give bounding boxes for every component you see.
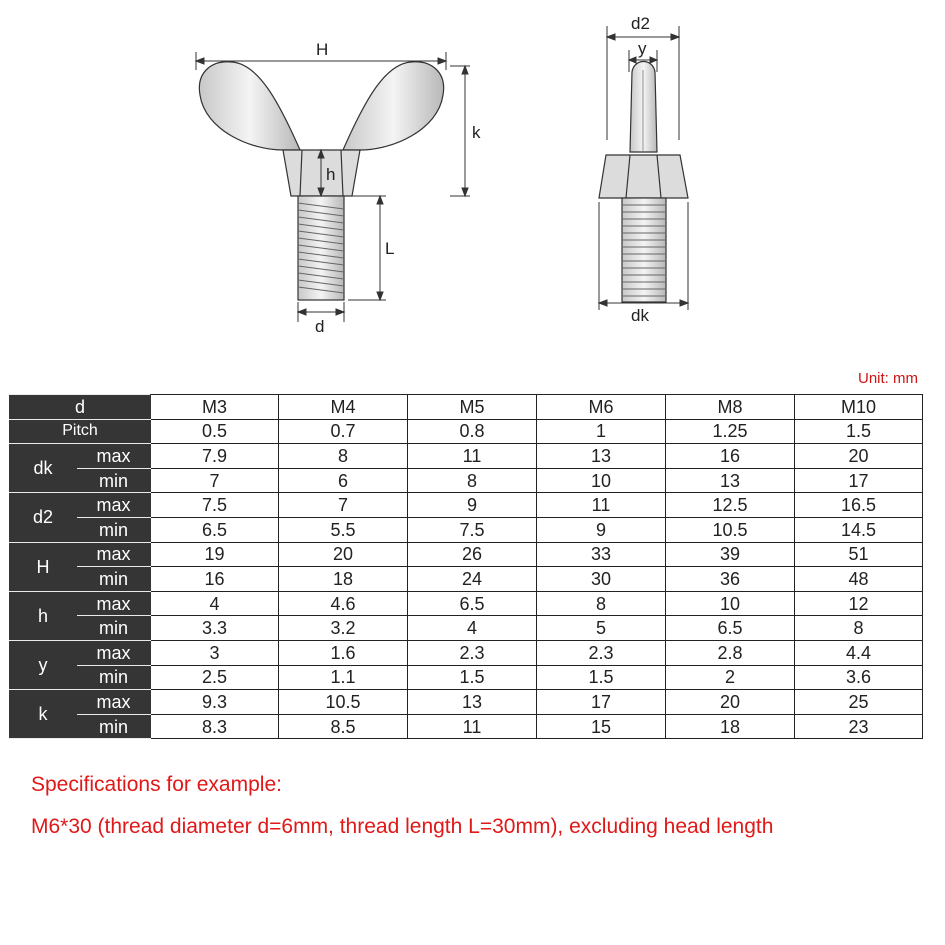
size-cell: M10 [795, 395, 923, 420]
row-label-cell: max [77, 493, 151, 518]
pitch-value-cell: 0.7 [279, 419, 408, 444]
value-cell: 8.5 [279, 714, 408, 739]
example-text: M6*30 (thread diameter d=6mm, thread length L=30mm), excluding head length [31, 815, 774, 838]
value-cell: 51 [795, 542, 923, 567]
value-cell: 4 [151, 591, 279, 616]
table-row [10, 690, 923, 715]
value-cell: 11 [537, 493, 666, 518]
value-cell: 4 [408, 616, 537, 641]
value-cell: 14.5 [795, 517, 923, 542]
value-cell: 48 [795, 567, 923, 592]
value-cell: 3 [151, 640, 279, 665]
value-cell: 4.4 [795, 640, 923, 665]
value-cell: 1.1 [279, 665, 408, 690]
size-cell: M8 [666, 395, 795, 420]
value-cell: 7.5 [151, 493, 279, 518]
example-heading: Specifications for example: [31, 773, 282, 796]
value-cell: 16 [151, 567, 279, 592]
value-cell: 20 [666, 690, 795, 715]
label-L: L [385, 239, 395, 258]
table-row [10, 542, 923, 567]
value-cell: 10 [537, 468, 666, 493]
value-cell: 25 [795, 690, 923, 715]
table-row [10, 444, 923, 469]
value-cell: 8 [408, 468, 537, 493]
size-cell: M5 [408, 395, 537, 420]
value-cell: 2.8 [666, 640, 795, 665]
pitch-value-cell: 1 [537, 419, 666, 444]
pitch-label-cell: Pitch [10, 419, 151, 444]
value-cell: 13 [537, 444, 666, 469]
value-cell: 20 [795, 444, 923, 469]
value-cell: 9 [408, 493, 537, 518]
value-cell: 16 [666, 444, 795, 469]
value-cell: 17 [795, 468, 923, 493]
value-cell: 23 [795, 714, 923, 739]
pitch-row [10, 419, 923, 444]
value-cell: 8 [795, 616, 923, 641]
table-row [10, 616, 923, 641]
table-row [10, 640, 923, 665]
pitch-value-cell: 1.5 [795, 419, 923, 444]
pitch-value-cell: 0.8 [408, 419, 537, 444]
value-cell: 30 [537, 567, 666, 592]
value-cell: 13 [666, 468, 795, 493]
value-cell: 10.5 [666, 517, 795, 542]
value-cell: 12.5 [666, 493, 795, 518]
unit-note: Unit: mm [858, 370, 918, 387]
table-row [10, 517, 923, 542]
size-cell: M3 [151, 395, 279, 420]
value-cell: 26 [408, 542, 537, 567]
value-cell: 7.5 [408, 517, 537, 542]
value-cell: 39 [666, 542, 795, 567]
value-cell: 5 [537, 616, 666, 641]
row-label-cell: max [77, 640, 151, 665]
value-cell: 2.3 [537, 640, 666, 665]
label-d: d [315, 317, 325, 336]
value-cell: 4.6 [279, 591, 408, 616]
row-label-cell: min [77, 517, 151, 542]
value-cell: 1.6 [279, 640, 408, 665]
row-label-cell: min [77, 468, 151, 493]
value-cell: 6.5 [408, 591, 537, 616]
value-cell: 11 [408, 444, 537, 469]
value-cell: 1.5 [408, 665, 537, 690]
row-label-cell: max [77, 690, 151, 715]
value-cell: 16.5 [795, 493, 923, 518]
value-cell: 2 [666, 665, 795, 690]
value-cell: 3.3 [151, 616, 279, 641]
value-cell: 15 [537, 714, 666, 739]
value-cell: 9 [537, 517, 666, 542]
value-cell: 3.2 [279, 616, 408, 641]
value-cell: 7.9 [151, 444, 279, 469]
value-cell: 12 [795, 591, 923, 616]
value-cell: 6 [279, 468, 408, 493]
value-cell: 8 [537, 591, 666, 616]
value-cell: 33 [537, 542, 666, 567]
value-cell: 19 [151, 542, 279, 567]
group-label-cell: d2 [10, 493, 77, 542]
spec-table [9, 394, 923, 739]
wing-screw-drawing [0, 0, 945, 360]
value-cell: 13 [408, 690, 537, 715]
value-cell: 8 [279, 444, 408, 469]
value-cell: 5.5 [279, 517, 408, 542]
value-cell: 10.5 [279, 690, 408, 715]
value-cell: 7 [151, 468, 279, 493]
group-label-cell: k [10, 690, 77, 739]
value-cell: 9.3 [151, 690, 279, 715]
header-row [10, 395, 923, 420]
group-label-cell: H [10, 542, 77, 591]
value-cell: 6.5 [666, 616, 795, 641]
value-cell: 6.5 [151, 517, 279, 542]
value-cell: 1.5 [537, 665, 666, 690]
group-label-cell: dk [10, 444, 77, 493]
value-cell: 2.3 [408, 640, 537, 665]
header-d-cell: d [10, 395, 151, 420]
value-cell: 11 [408, 714, 537, 739]
label-k: k [472, 123, 481, 142]
value-cell: 20 [279, 542, 408, 567]
value-cell: 24 [408, 567, 537, 592]
label-h: h [326, 165, 336, 184]
row-label-cell: max [77, 542, 151, 567]
value-cell: 3.6 [795, 665, 923, 690]
group-label-cell: h [10, 591, 77, 640]
value-cell: 36 [666, 567, 795, 592]
row-label-cell: min [77, 567, 151, 592]
value-cell: 8.3 [151, 714, 279, 739]
label-dk: dk [631, 306, 649, 325]
table-row [10, 567, 923, 592]
label-y: y [638, 39, 647, 58]
value-cell: 7 [279, 493, 408, 518]
table-row [10, 493, 923, 518]
label-d2: d2 [631, 14, 650, 33]
size-cell: M6 [537, 395, 666, 420]
row-label-cell: min [77, 665, 151, 690]
value-cell: 10 [666, 591, 795, 616]
value-cell: 17 [537, 690, 666, 715]
value-cell: 18 [666, 714, 795, 739]
label-H: H [316, 40, 329, 59]
pitch-value-cell: 0.5 [151, 419, 279, 444]
table-row [10, 714, 923, 739]
row-label-cell: max [77, 591, 151, 616]
row-label-cell: min [77, 714, 151, 739]
size-cell: M4 [279, 395, 408, 420]
row-label-cell: min [77, 616, 151, 641]
pitch-value-cell: 1.25 [666, 419, 795, 444]
value-cell: 2.5 [151, 665, 279, 690]
group-label-cell: y [10, 640, 77, 689]
table-row [10, 665, 923, 690]
table-row [10, 468, 923, 493]
side-view [599, 62, 688, 303]
value-cell: 18 [279, 567, 408, 592]
table-row [10, 591, 923, 616]
row-label-cell: max [77, 444, 151, 469]
